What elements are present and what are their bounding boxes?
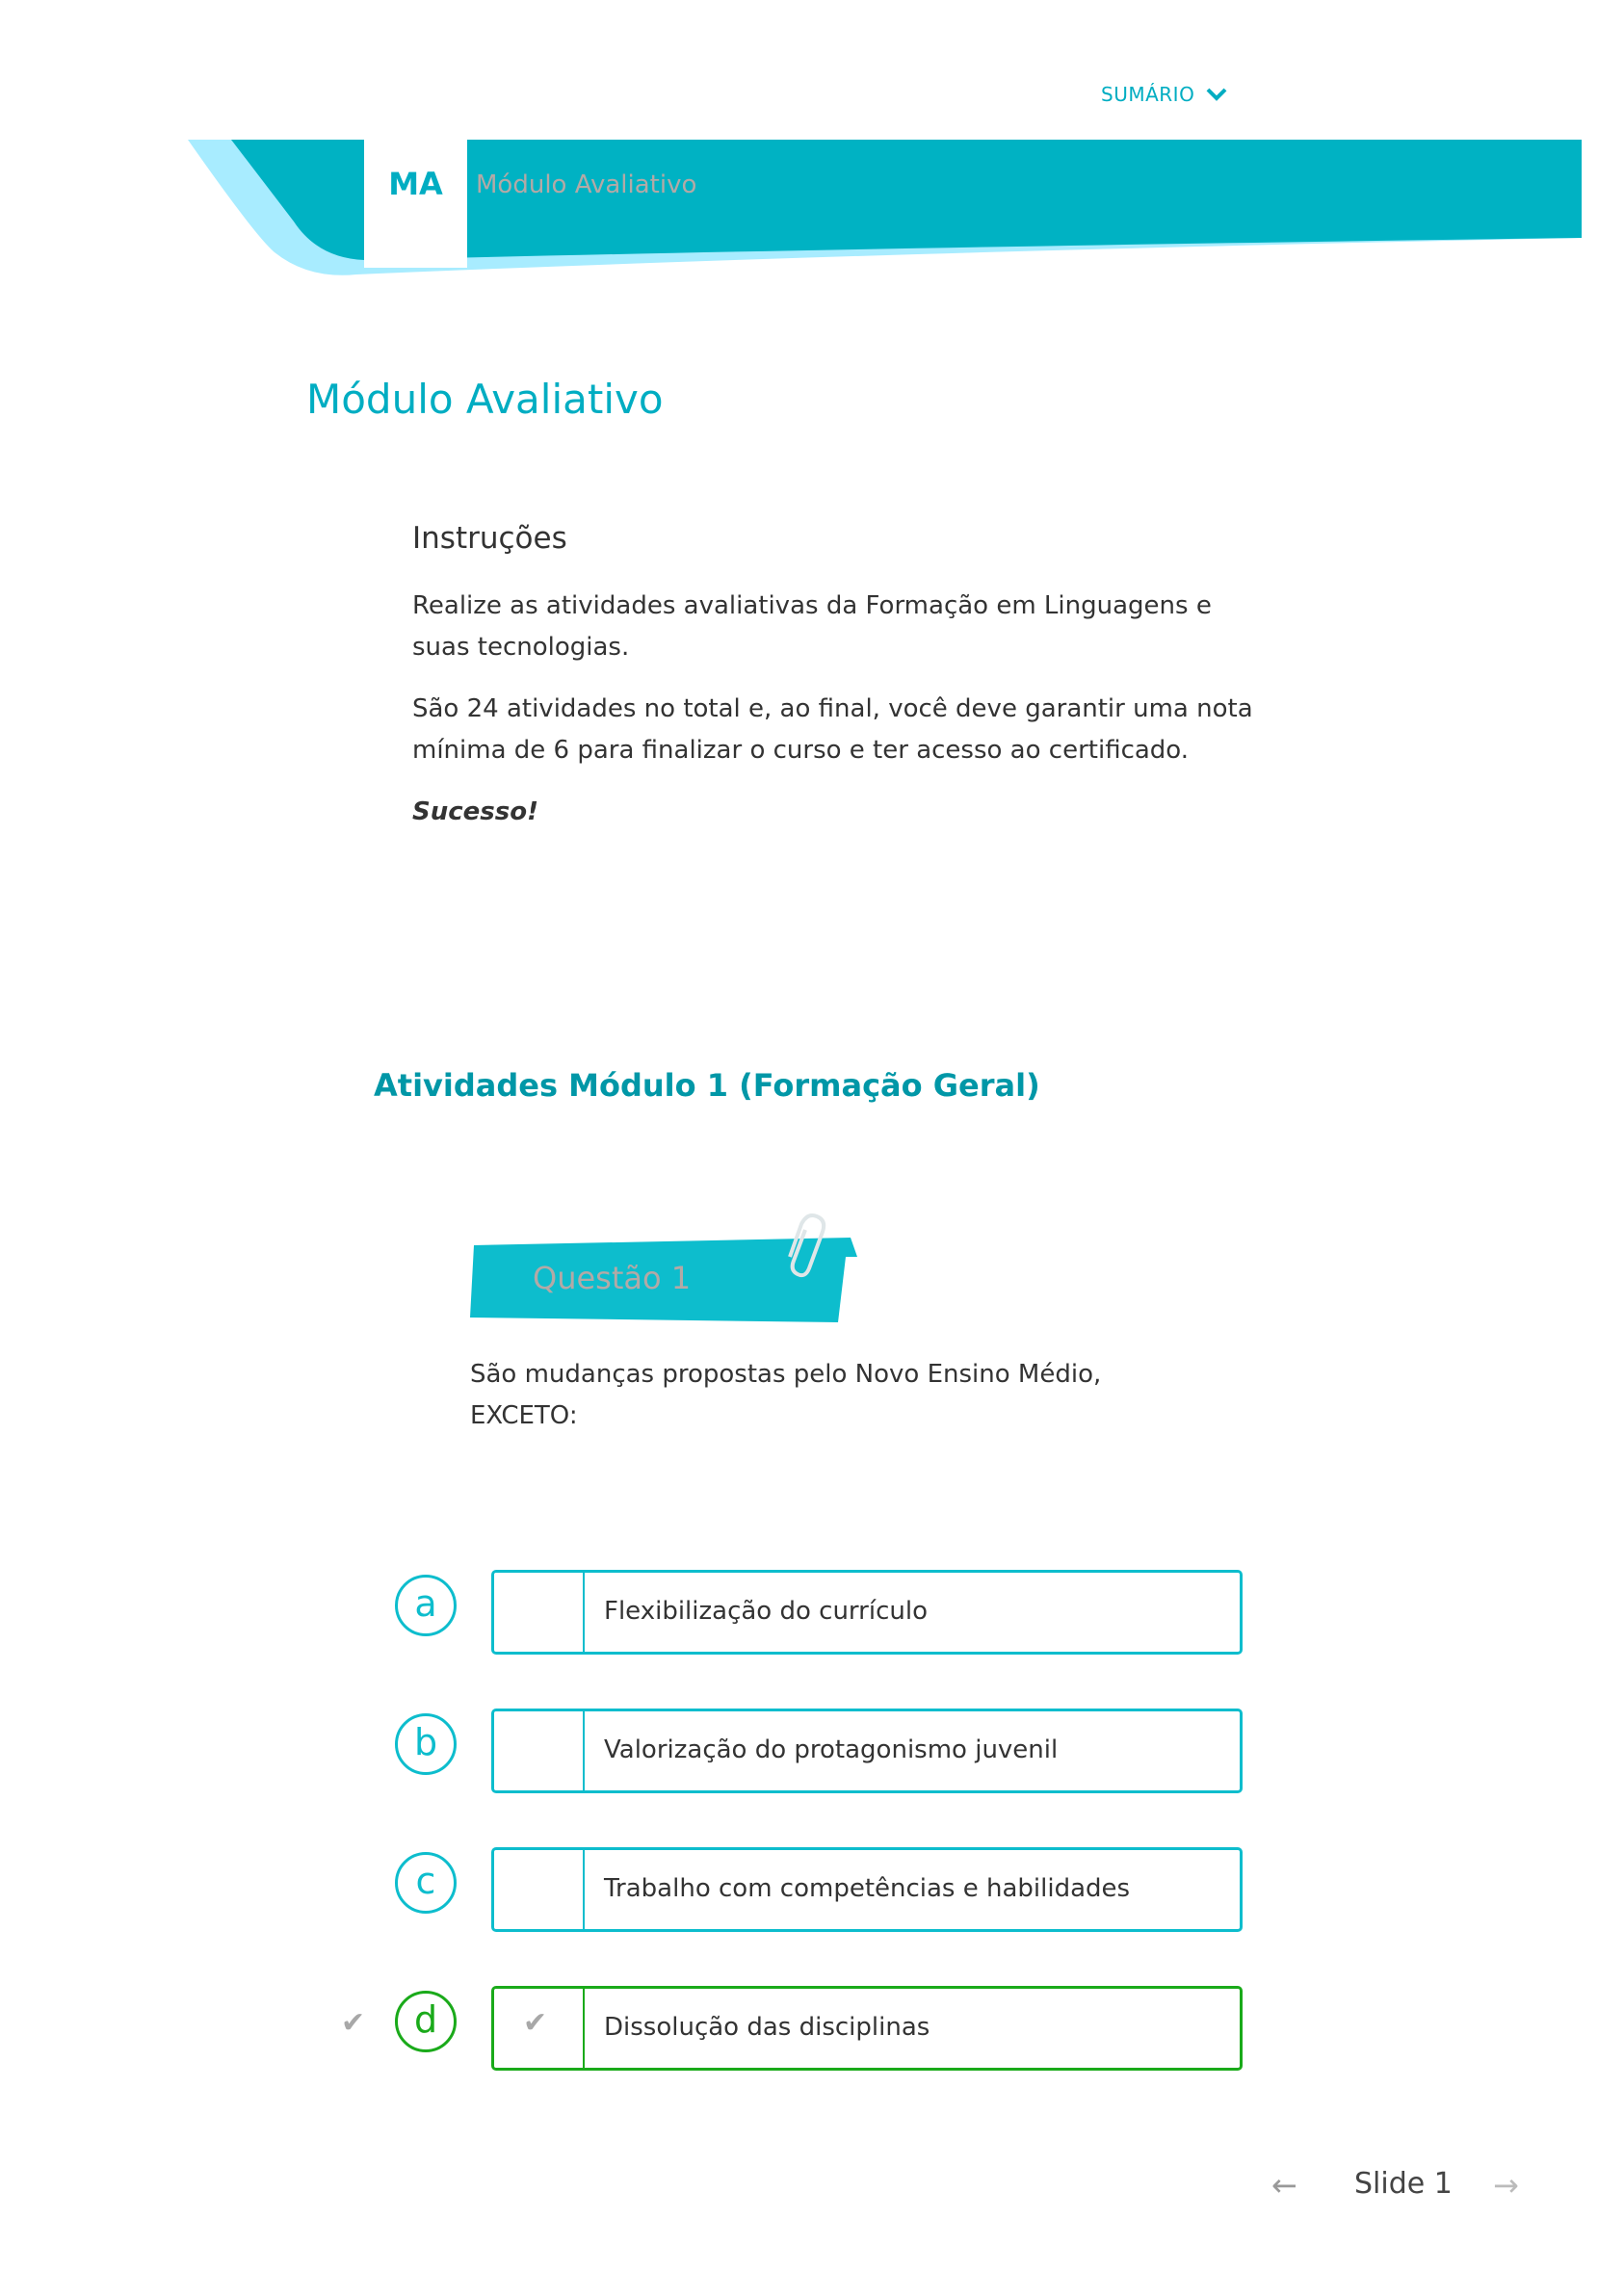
option-c[interactable]: [491, 1847, 1243, 1932]
section-title: Atividades Módulo 1 (Formação Geral): [374, 1067, 1040, 1104]
instructions-title: Instruções: [412, 521, 567, 556]
option-a-letter[interactable]: a: [395, 1575, 457, 1636]
page-title: Módulo Avaliativo: [306, 376, 664, 423]
module-badge: [364, 140, 467, 268]
check-icon: ✔: [523, 2006, 548, 2040]
option-text: Flexibilização do currículo: [604, 1597, 928, 1626]
option-a[interactable]: [491, 1570, 1243, 1655]
question-label: Questão 1: [533, 1260, 692, 1296]
header-banner: [0, 0, 1624, 289]
arrow-left-icon[interactable]: ←: [1271, 2167, 1297, 2204]
slide-indicator: Slide 1: [1354, 2167, 1453, 2201]
instructions-paragraph: São 24 atividades no total e, ao final, você deve garantir uma nota mínima de 6 para finalizar o curso e ter acesso ao certificado.: [412, 694, 1253, 765]
option-d-letter[interactable]: d: [395, 1991, 457, 2052]
option-text: Valorização do protagonismo juvenil: [604, 1735, 1059, 1764]
header-title: Módulo Avaliativo: [476, 170, 697, 199]
module-badge-label: MA: [388, 166, 443, 202]
option-d[interactable]: [491, 1986, 1243, 2071]
question-text: São mudanças propostas pelo Novo Ensino Médio, EXCETO:: [470, 1360, 1102, 1430]
option-divider: [583, 1573, 585, 1652]
summary-label: SUMÁRIO: [1101, 83, 1195, 106]
arrow-right-icon[interactable]: →: [1493, 2167, 1519, 2204]
option-b[interactable]: [491, 1709, 1243, 1793]
check-icon: ✔: [341, 2006, 366, 2040]
option-divider: [583, 1850, 585, 1929]
option-divider: [583, 1989, 585, 2068]
instructions-paragraph: Realize as atividades avaliativas da Formação em Linguagens e suas tecnologias.: [412, 591, 1212, 662]
option-b-letter[interactable]: b: [395, 1713, 457, 1775]
option-text: Trabalho com competências e habilidades: [604, 1874, 1131, 1903]
option-c-letter[interactable]: c: [395, 1852, 457, 1914]
option-divider: [583, 1711, 585, 1790]
instructions-closing: Sucesso!: [412, 797, 538, 826]
option-text: Dissolução das disciplinas: [604, 2013, 930, 2042]
